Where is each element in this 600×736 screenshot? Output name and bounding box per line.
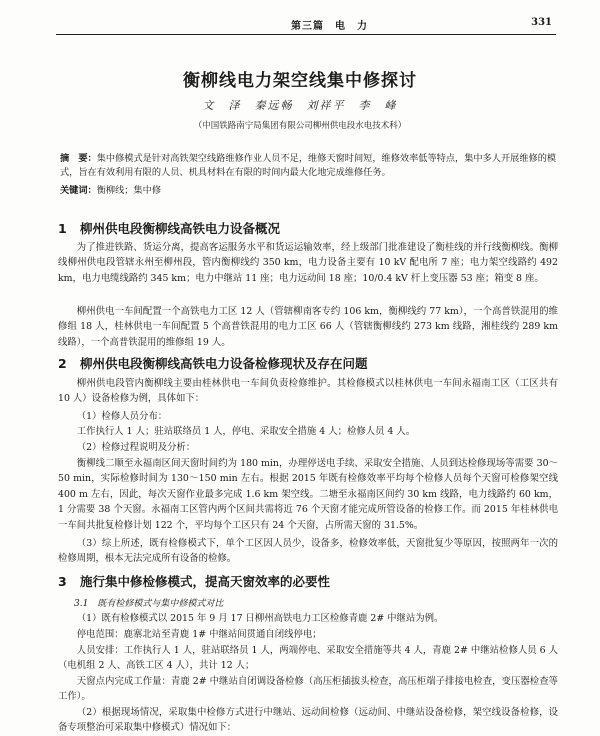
section-3-paragraph-1: （1）既有检修模式以 2015 年 9 月 17 日柳州高铁电力工区检修青鹿 2# 中继站为例。: [76, 613, 444, 624]
abstract-label: 摘 要：: [60, 153, 97, 164]
keywords-label: 关键词：: [60, 185, 97, 196]
list-item-1-text: 工作执行人 1 人；驻站联络员 1 人，停电、采取安全措施 4 人；检修人员 4 人。: [76, 426, 416, 437]
section-2-heading: [58, 354, 368, 372]
running-head: [56, 14, 556, 35]
section-title: 柳州供电段衡柳线高铁电力设备检修现状及存在问题: [80, 356, 368, 371]
keywords: [60, 182, 560, 196]
section-1-heading: [58, 219, 280, 237]
keywords-text: 衡柳线；集中修: [96, 185, 162, 196]
paper-title: 衡柳线电力架空线集中修探讨: [183, 71, 417, 91]
section-title: 柳州供电段衡柳线高铁电力设备概况: [80, 221, 281, 236]
section-3-heading: [58, 572, 330, 590]
section-3-paragraph-3: 人员安排：工作执行人 1 人，驻站联络员 1 人，两端停电、采取安全措施等共 4 人，青鹿 2# 中继站检修人员 6 人（电机组 2 人、高铁工区 4 人），共计 12 人；: [58, 645, 558, 672]
section-3-paragraph-4: 天窗点内完成工作量：青鹿 2# 中继站自闭调设备检修（高压柜插拔头检查，高压柜端子排接电检查，变压器检查等工作）。: [58, 676, 558, 703]
section-title: 施行集中修检修模式，提高天窗效率的必要性: [80, 574, 331, 589]
section-3-paragraph-2: 停电范围：鹿寨北站至青鹿 1# 中继站间贯通自闭线停电；: [76, 629, 322, 640]
page-number: 331: [531, 17, 552, 28]
section-number: 2: [58, 356, 67, 371]
authors: 文 泽 秦远畅 刘祥平 李 峰: [202, 99, 398, 112]
abstract-text: 集中修模式是针对高铁架空线路维修作业人员不足，维修天窗时间短，维修效率低等特点，集中多人开展维修的模式，旨在有效利用有限的人员、机具材料在有限的时间内最大化地完成维修任务。: [60, 153, 557, 178]
abstract: [60, 152, 560, 180]
list-item-2-text: 衡柳线二顺至永福南区间天窗时间约为 180 min，办理停送电手续、采取安全措施、人员到达检修现场等需要 30～50 min，实际检修时间为 130～150 min 左右。根据 2015 年既有检修效率平均每个检修人员每个天窗可检修架空线 400 m 左右，因此，每次天窗作业最多完成 1.6 km 架空线。二塘至永福南区间约 30 km 线路，电力线路约 60 km，1 分需要 38 个天窗。永福南工区管内两个区间共需将近 76 个天窗才能完成所管设备的检修工作。而 2015 年桂林供电一车间共批复检修计划 122 个，平均每个工区只有 24 个天窗，占所需天窗的 31.5%。: [58, 458, 558, 531]
running-head-section: 第三篇 电 力: [291, 21, 368, 32]
list-item-3-text: （3）综上所述，既有检修模式下，单个工区因人员少，设备多，检修效率低，天窗批复少等原因，按照两年一次的检修周期，根本无法完成所有设备的检修。: [58, 538, 558, 565]
affiliation: （中国铁路南宁局集团有限公司柳州供电段水电技术科）: [193, 121, 407, 131]
section-3-paragraph-5: （2）根据现场情况，采取集中检修方式进行中继站、远动间检修（远动间、中继站设备检修，架空线设备检修，设备专项整治可采取集中修模式）情况如下：: [58, 707, 558, 734]
section-2-intro: 柳州供电段管内衡柳线主要由桂林供电一车间负责检修维护。其检修模式以桂林供电一车间永福南工区（工区共有 10 人）设备检修为例，具体如下：: [58, 378, 558, 405]
list-item-1-heading: （1）检修人员分布：: [76, 411, 168, 422]
section-number: 1: [58, 221, 67, 236]
section-1-paragraph-1: 为了推进铁路、货运分离，提高客运服务水平和货运运输效率，经上级部门批准建设了衡桂线的并行线衡柳线。衡柳线柳州供电段管辖永州至柳州段，管内衡柳线约 350 km，电力设备主要有 10 kV 配电所 7 座；电力架空线路约 492 km，电力电缆线路约 345 km；电力中继站 11 座；电力远动间 18 座；10/0.4 kV 杆上变压器 53 座；箱变 8 座。: [58, 242, 558, 284]
section-number: 3: [58, 574, 67, 589]
subsection-3-1-heading: 3.1 既有检修模式与集中修模式对比: [74, 599, 224, 609]
section-1-paragraph-2: 柳州供电一车间配置一个高铁电力工区 12 人（管辖柳南客专约 106 km，衡柳线约 77 km），一个高普铁混用的维修组 18 人，桂林供电一车间配置 5 个高普铁混用的电力工区 66 人（管辖衡柳线约 273 km 线路，湘桂线约 289 km 线路），一个高普铁混用的维修组 19 人。: [58, 306, 558, 348]
list-item-2-heading: （2）检修过程说明及分析：: [76, 442, 196, 453]
